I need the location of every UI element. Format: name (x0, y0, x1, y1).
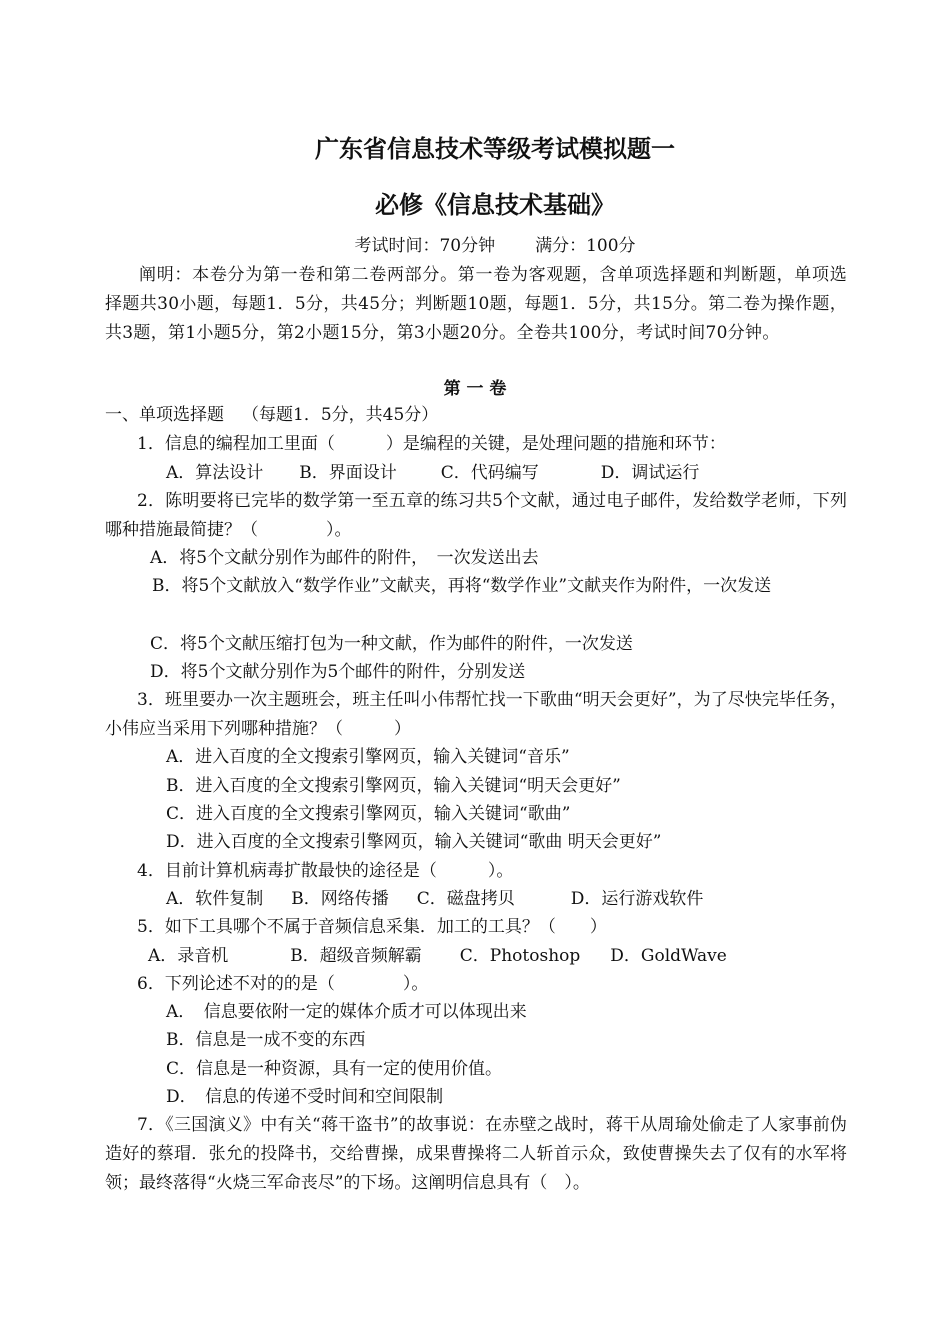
question-3-stem (105, 686, 847, 744)
option-b: B．超级音频解霸 (290, 946, 422, 966)
question-3-option-a: A．进入百度的全文搜索引擎网页，输入关键词“音乐” (166, 747, 570, 767)
question-2-option-b (105, 572, 847, 601)
option-b: B．网络传播 (291, 889, 389, 909)
exam-meta (0, 234, 950, 258)
exam-instructions: 阐明：本卷分为第一卷和第二卷两部分。第一卷为客观题，含单项选择题和判断题，单项选择题共30小题，每题1．5分，共45分；判断题10题，每题1．5分，共15分。第二卷为操作题，共3题，第1小题5分，第2小题15分，第3小题20分。全卷共100分，考试时间70分钟。 (105, 265, 847, 343)
question-6-option-b: B．信息是一成不变的东西 (166, 1030, 366, 1050)
option-a: A．录音机 (148, 946, 229, 966)
option-c: C．代码编写 (440, 463, 539, 483)
question-3-option-b: B．进入百度的全文搜索引擎网页，输入关键词“明天会更好” (166, 776, 621, 796)
question-6-option-d: D． 信息的传递不受时间和空间限制 (166, 1087, 444, 1107)
question-4-stem: 4．目前计算机病毒扩散最快的途径是（ ）。 (137, 861, 514, 881)
option-d: D．调试运行 (600, 463, 700, 483)
question-4-options (166, 886, 703, 912)
question-1-stem: 1．信息的编程加工里面（ ）是编程的关键，是处理问题的措施和环节： (137, 434, 726, 454)
question-5-options (148, 943, 727, 969)
option-c: C．Photoshop (459, 946, 581, 966)
exam-score: 满分：100分 (535, 236, 636, 256)
question-6-option-a: A． 信息要依附一定的媒体介质才可以体现出来 (166, 1002, 527, 1022)
exam-time: 考试时间：70分钟 (354, 236, 496, 256)
option-a: A．算法设计 (166, 463, 264, 483)
question-3-option-c: C．进入百度的全文搜索引擎网页，输入关键词“歌曲” (166, 804, 571, 824)
option-c: C．磁盘拷贝 (416, 889, 515, 909)
question-2-option-b-text: B．将5个文献放入“数学作业”文献夹，再将“数学作业”文献夹作为附件，一次发送 (152, 576, 772, 596)
question-2-option-a: A．将5个文献分别作为邮件的附件， 一次发送出去 (150, 548, 539, 568)
option-d: D．GoldWave (610, 946, 727, 966)
question-2-stem (105, 487, 847, 545)
option-b: B．界面设计 (299, 463, 397, 483)
question-6-stem: 6．下列论述不对的的是（ ）。 (137, 974, 429, 994)
question-1-options (166, 460, 699, 486)
question-3-option-d: D．进入百度的全文搜索引擎网页，输入关键词“歌曲 明天会更好” (166, 832, 662, 852)
exam-subtitle: 必修《信息技术基础》 (375, 191, 615, 219)
question-2-option-d: D．将5个文献分别作为5个邮件的附件，分别发送 (150, 662, 526, 682)
question-2-option-c: C．将5个文献压缩打包为一种文献，作为邮件的附件，一次发送 (150, 634, 633, 654)
section-note: （每题1．5分，共45分） (242, 405, 439, 425)
exam-title: 广东省信息技术等级考试模拟题一 (315, 135, 675, 163)
option-d: D．运行游戏软件 (570, 889, 704, 909)
question-3-text: 3．班里要办一次主题班会，班主任叫小伟帮忙找一下歌曲“明天会更好”，为了尽快完毕任务，小伟应当采用下列哪种措施？（ ） (105, 690, 847, 739)
question-5-stem: 5．如下工具哪个不属于音频信息采集．加工的工具？（ ） (137, 917, 607, 937)
question-6-option-c: C．信息是一种资源，具有一定的使用价值。 (166, 1059, 503, 1079)
section-title: 一、单项选择题 (105, 405, 224, 425)
question-2-text: 2．陈明要将已完毕的数学第一至五章的练习共5个文献，通过电子邮件，发给数学老师，下列哪种措施最简捷？（ ）。 (105, 491, 847, 540)
volume-heading: 第 一 卷 (443, 379, 507, 399)
section-heading (105, 402, 438, 428)
question-7-text: 7．《三国演义》中有关“蒋干盗书”的故事说：在赤壁之战时，蒋干从周瑜处偷走了人家事前伪造好的蔡瑁．张允的投降书，交给曹操，成果曹操将二人斩首示众，致使曹操失去了仅有的水军将领；最终落得“火烧三军命丧尽”的下场。这阐明信息具有（ ）。 (105, 1115, 847, 1193)
option-a: A．软件复制 (166, 889, 264, 909)
question-7-stem (105, 1111, 847, 1198)
